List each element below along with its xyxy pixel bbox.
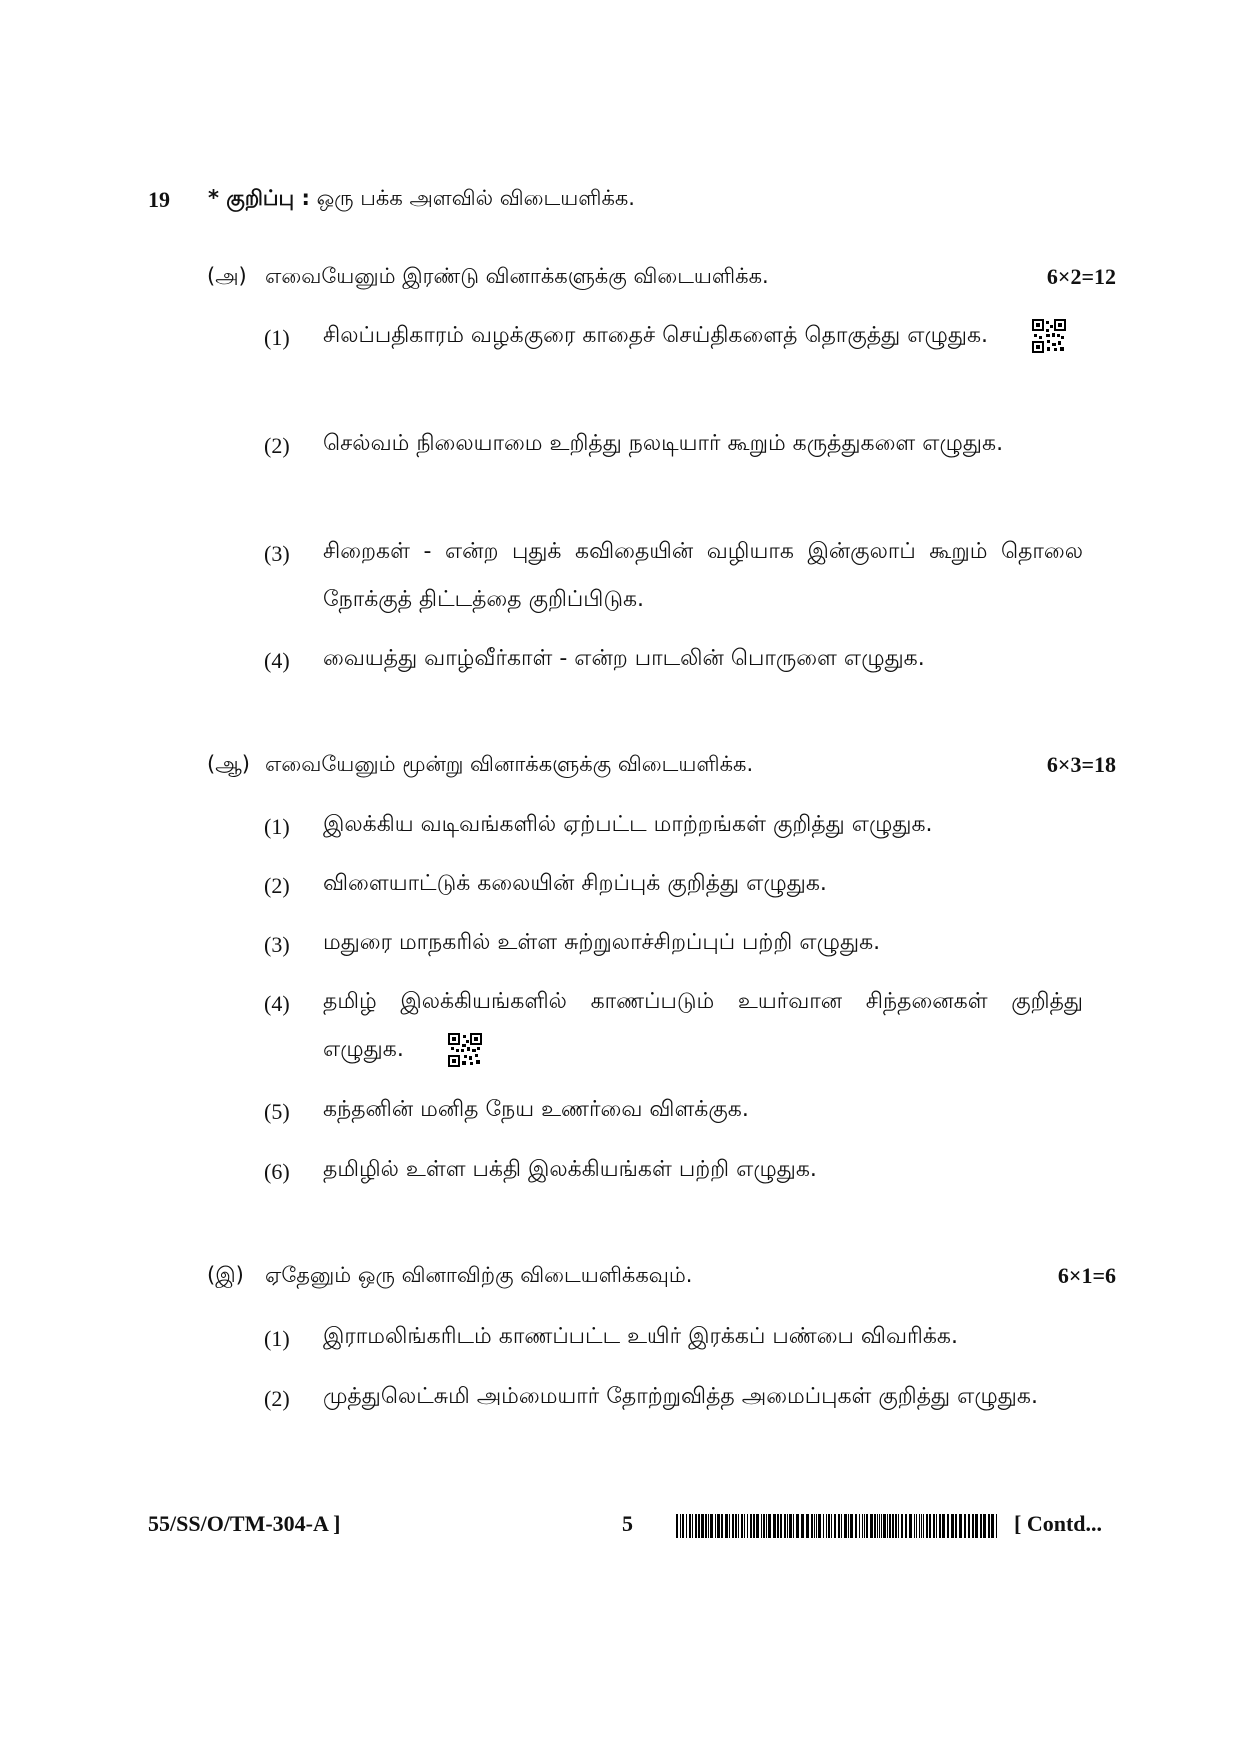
- item-number: (2): [264, 433, 290, 458]
- barcode-icon: [676, 1514, 1002, 1538]
- item-text: சிறைகள் - என்ற புதுக் கவிதையின் வழியாக இன்குலாப் கூறும் தொலை நோக்குத் திட்டத்தை குறிப்பிடுக.: [323, 539, 1083, 612]
- section-c-marks: 6×1=6: [1057, 1263, 1116, 1288]
- item-number: (5): [264, 1099, 290, 1124]
- section-a-label: (அ): [207, 264, 247, 288]
- qr-code-icon: [1032, 319, 1066, 353]
- item-text-content: தமிழ் இலக்கியங்களில் காணப்படும் உயர்வான சிந்தனைகள் குறித்து எழுதுக.: [323, 989, 1083, 1062]
- item-text: செல்வம் நிலையாமை உறித்து நலடியார் கூறும் கருத்துகளை எழுதுக.: [323, 431, 1004, 456]
- contd-label: [ Contd...: [1014, 1511, 1103, 1536]
- section-a-instruction: எவையேனும் இரண்டு வினாக்களுக்கு விடையளிக்க.: [265, 264, 769, 288]
- section-b-label: (ஆ): [207, 752, 250, 776]
- item-number: (1): [264, 1326, 290, 1351]
- item-text: முத்துலெட்சுமி அம்மையார் தோற்றுவித்த அமைப்புகள் குறித்து எழுதுக.: [323, 1384, 1038, 1409]
- item-text: [323, 978, 1083, 1074]
- qr-code-icon: [448, 1033, 482, 1067]
- section-c-label: (இ): [207, 1263, 244, 1287]
- item-number: (6): [264, 1159, 290, 1184]
- item-number: (3): [264, 932, 290, 957]
- item-number: (1): [264, 325, 290, 350]
- item-text: கந்தனின் மனித நேய உணர்வை விளக்குக.: [323, 1097, 749, 1122]
- item-number: (2): [264, 873, 290, 898]
- paper-code: 55/SS/O/TM-304-A ]: [148, 1511, 341, 1536]
- item-text: மதுரை மாநகரில் உள்ள சுற்றுலாச்சிறப்புப் பற்றி எழுதுக.: [323, 930, 881, 955]
- item-number: (1): [264, 814, 290, 839]
- section-b-marks: 6×3=18: [1046, 752, 1116, 777]
- item-text: வையத்து வாழ்வீர்காள் - என்ற பாடலின் பொருளை எழுதுக.: [323, 646, 925, 671]
- item-text-content: சிலப்பதிகாரம் வழக்குரை காதைச் செய்திகளைத் தொகுத்து எழுதுக.: [323, 323, 989, 348]
- item-number: (2): [264, 1386, 290, 1411]
- item-number: (3): [264, 541, 290, 566]
- section-b-instruction: எவையேனும் மூன்று வினாக்களுக்கு விடையளிக்க.: [265, 752, 754, 776]
- note-text: ஒரு பக்க அளவில் விடையளிக்க.: [316, 186, 635, 210]
- question-number: 19: [148, 187, 170, 212]
- item-text: இலக்கிய வடிவங்களில் ஏற்பட்ட மாற்றங்கள் குறித்து எழுதுக.: [323, 812, 933, 837]
- question-note: [208, 186, 635, 213]
- item-text: தமிழில் உள்ள பக்தி இலக்கியங்கள் பற்றி எழுதுக.: [323, 1157, 817, 1182]
- section-a-marks: 6×2=12: [1046, 264, 1116, 289]
- item-number: (4): [264, 648, 290, 673]
- item-text: விளையாட்டுக் கலையின் சிறப்புக் குறித்து எழுதுக.: [323, 871, 827, 896]
- section-c-instruction: ஏதேனும் ஒரு வினாவிற்கு விடையளிக்கவும்.: [265, 1263, 693, 1287]
- item-text: இராமலிங்கரிடம் காணப்பட்ட உயிர் இரக்கப் பண்பை விவரிக்க.: [323, 1324, 958, 1349]
- note-label: * குறிப்பு :: [208, 186, 310, 210]
- item-text: [323, 312, 1083, 360]
- page-number: 5: [622, 1511, 633, 1536]
- item-number: (4): [264, 991, 290, 1016]
